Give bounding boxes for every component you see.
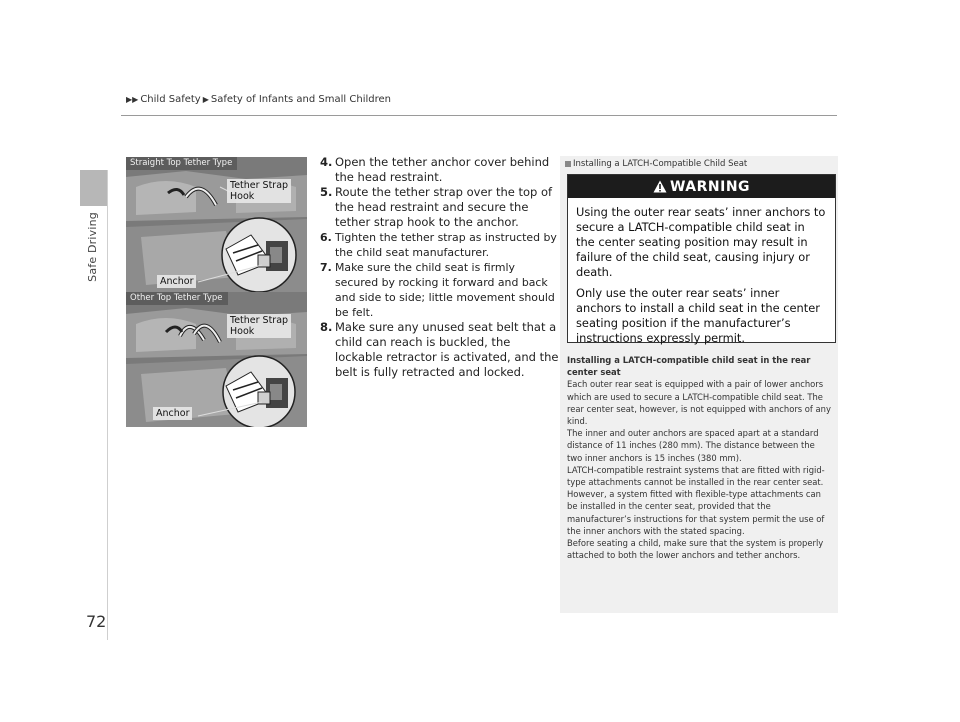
breadcrumb-arrow-icon: ▶▶ [126,95,139,104]
breadcrumb-arrow-icon: ▶ [202,95,209,104]
section-label: Safe Driving [86,212,99,282]
info-paragraph: Each outer rear seat is equipped with a pair of lower anchors which are used to secure a LATCH-compatible child seat. The rear center seat, however, is not equipped with anchors of any kind. [567,379,831,427]
step-number: 8. [320,320,333,334]
callout-anchor: Anchor [157,275,196,288]
straight-tether-illustration [126,157,307,292]
step-number: 5. [320,185,333,199]
step-number: 6. [320,231,332,244]
info-block [567,354,832,561]
breadcrumb [126,94,391,105]
warning-box [567,174,836,343]
figure-title: Straight Top Tether Type [126,157,237,170]
step-text: Make sure the child seat is firmly secured by rocking it forward and back and side to side; little movement should be felt. [335,261,555,319]
figure-title: Other Top Tether Type [126,292,228,305]
info-paragraph: LATCH-compatible restraint systems that are fitted with rigid-type attachments cannot be installed in the rear center seat. However, a system fitted with flexible-type attachments can be installed in the center seat, provided that the manufacturer’s instructions for that system permit the use of the inner anchors with the stated spacing. [567,464,825,536]
info-paragraph: The inner and outer anchors are spaced apart at a standard distance of 11 inches (280 mm). The distance between the two inner anchors is 15 inches (380 mm). [567,428,819,463]
step-text: Route the tether strap over the top of the head restraint and secure the tether strap hook to the anchor. [335,185,553,229]
page-number: 72 [86,612,107,631]
info-heading: Installing a LATCH-compatible child seat in the rear center seat [567,355,811,378]
step-item [320,260,560,320]
instruction-steps [320,155,560,380]
warning-header [568,175,835,198]
warning-paragraph: Only use the outer rear seats’ inner anchors to install a child seat in the center seating position if the manufacturer’s instructions expressly permit. [576,286,820,345]
side-note-title [565,159,747,169]
step-item [320,185,560,230]
step-text: Tighten the tether strap as instructed by the child seat manufacturer. [335,231,557,259]
step-number: 7. [320,261,332,274]
section-tab [80,170,107,206]
warning-paragraph: Using the outer rear seats’ inner anchors to secure a LATCH-compatible child seat in the center seating position may result in failure of the child seat, causing injury or death. [576,205,826,279]
callout-anchor: Anchor [153,407,192,420]
step-text: Make sure any unused seat belt that a child can reach is buckled, the lockable retractor is activated, and the belt is fully retracted and locked. [335,320,559,379]
side-note-panel [560,156,838,613]
note-marker-icon [565,161,571,167]
step-text: Open the tether anchor cover behind the head restraint. [335,155,550,184]
figure-straight-top-tether [126,157,307,292]
step-number: 4. [320,155,333,169]
header-divider [121,115,837,116]
step-item [320,320,560,380]
breadcrumb-item-child-safety[interactable]: Child Safety [140,94,201,105]
callout-tether-strap-hook: Tether Strap Hook [227,314,291,338]
step-item [320,155,560,185]
info-paragraph: Before seating a child, make sure that the system is properly attached to both the lower anchors and tether anchors. [567,538,824,561]
sidebar-divider [107,170,108,640]
warning-label: WARNING [669,178,751,195]
step-item [320,230,560,260]
callout-tether-strap-hook: Tether Strap Hook [227,179,291,203]
figure-other-top-tether [126,292,307,427]
breadcrumb-item-safety-infants[interactable]: Safety of Infants and Small Children [210,94,391,105]
side-note-title-text[interactable]: Installing a LATCH-Compatible Child Seat [573,159,748,169]
warning-triangle-icon [653,180,667,193]
